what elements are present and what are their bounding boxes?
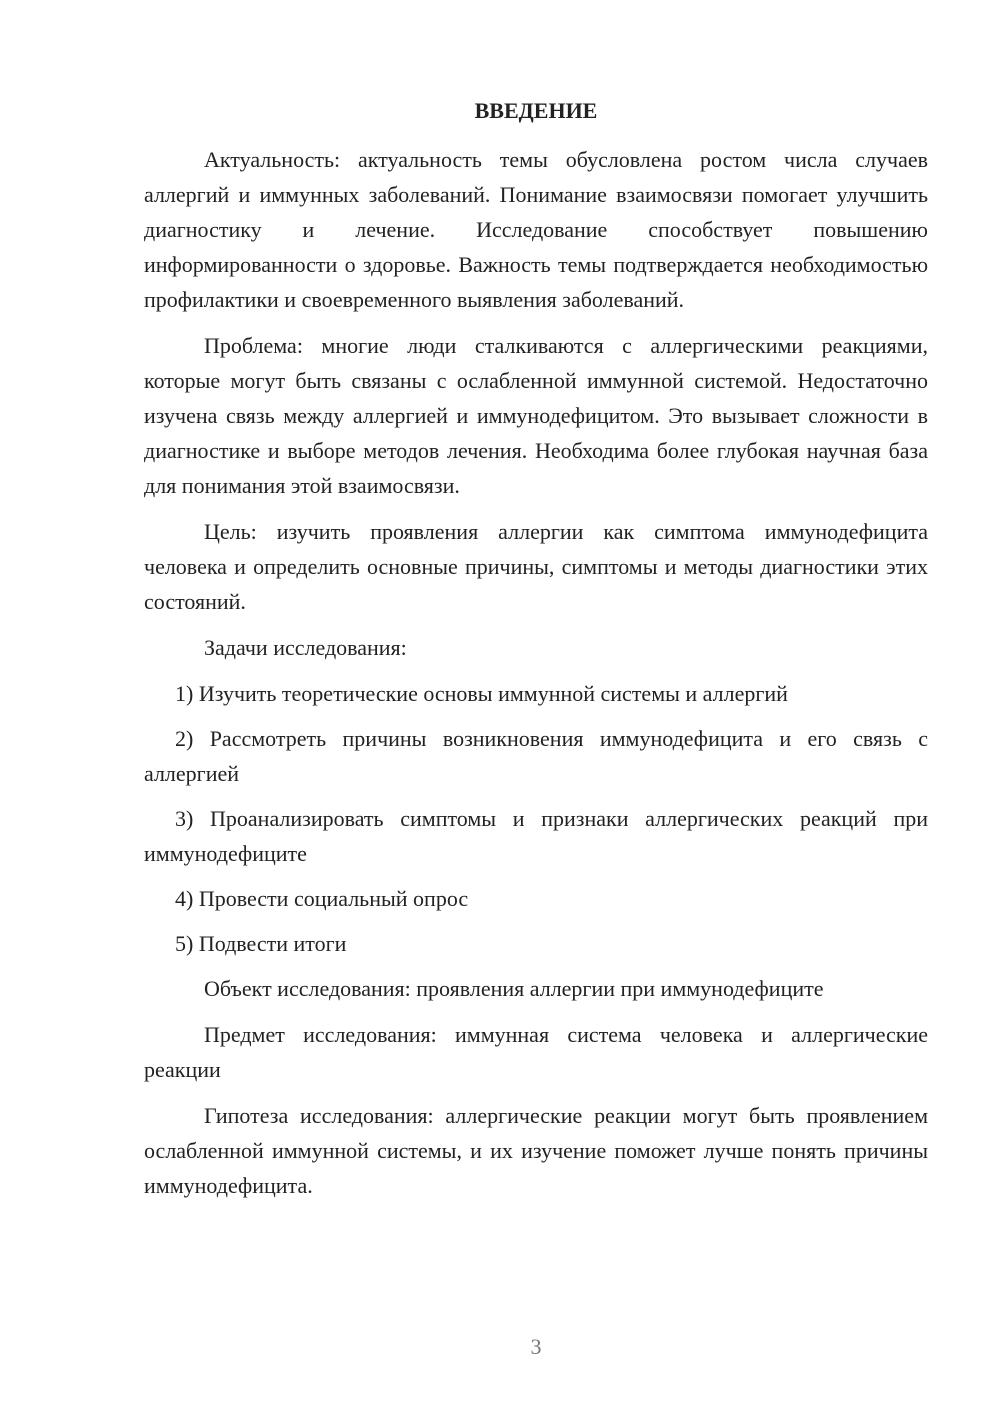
task-item-3: 3) Проанализировать симптомы и признаки аллергических реакций при иммунодефиците [144, 806, 928, 866]
task-item-2: 2) Рассмотреть причины возникновения иммунодефицита и его связь с аллергией [144, 726, 928, 786]
paragraph-relevance: Актуальность: актуальность темы обусловлена ростом числа случаев аллергий и иммунных заболеваний. Понимание взаимосвязи помогает улучшить диагностику и лечение. Исследование способствует повышению информированности о здоровье. Важность темы подтверждается необходимостью профилактики и своевременного выявления заболеваний. [144, 147, 928, 312]
paragraph-problem: Проблема: многие люди сталкиваются с аллергическими реакциями, которые могут быть связаны с ослабленной иммунной системой. Недостаточно изучена связь между аллергией и иммунодефицитом. Это вызывает сложности в диагностике и выборе методов лечения. Необходима более глубокая научная база для понимания этой взаимосвязи. [144, 333, 928, 498]
page-number: 3 [530, 1334, 542, 1359]
tasks-heading: Задачи исследования: [204, 635, 407, 660]
task-item-4: 4) Провести социальный опрос [175, 886, 469, 911]
page-title: ВВЕДЕНИЕ [474, 98, 598, 123]
paragraph-hypothesis: Гипотеза исследования: аллергические реакции могут быть проявлением ослабленной иммунной системы, и их изучение поможет лучше понять причины иммунодефицита. [144, 1103, 928, 1198]
task-item-1: 1) Изучить теоретические основы иммунной системы и аллергий [175, 681, 788, 706]
paragraph-goal: Цель: изучить проявления аллергии как симптома иммунодефицита человека и определить основные причины, симптомы и методы диагностики этих состояний. [144, 519, 928, 614]
paragraph-subject: Предмет исследования: иммунная система человека и аллергические реакции [144, 1022, 928, 1082]
task-item-5: 5) Подвести итоги [175, 931, 347, 956]
paragraph-object: Объект исследования: проявления аллергии при иммунодефиците [204, 976, 824, 1001]
document-page [144, 96, 928, 1214]
